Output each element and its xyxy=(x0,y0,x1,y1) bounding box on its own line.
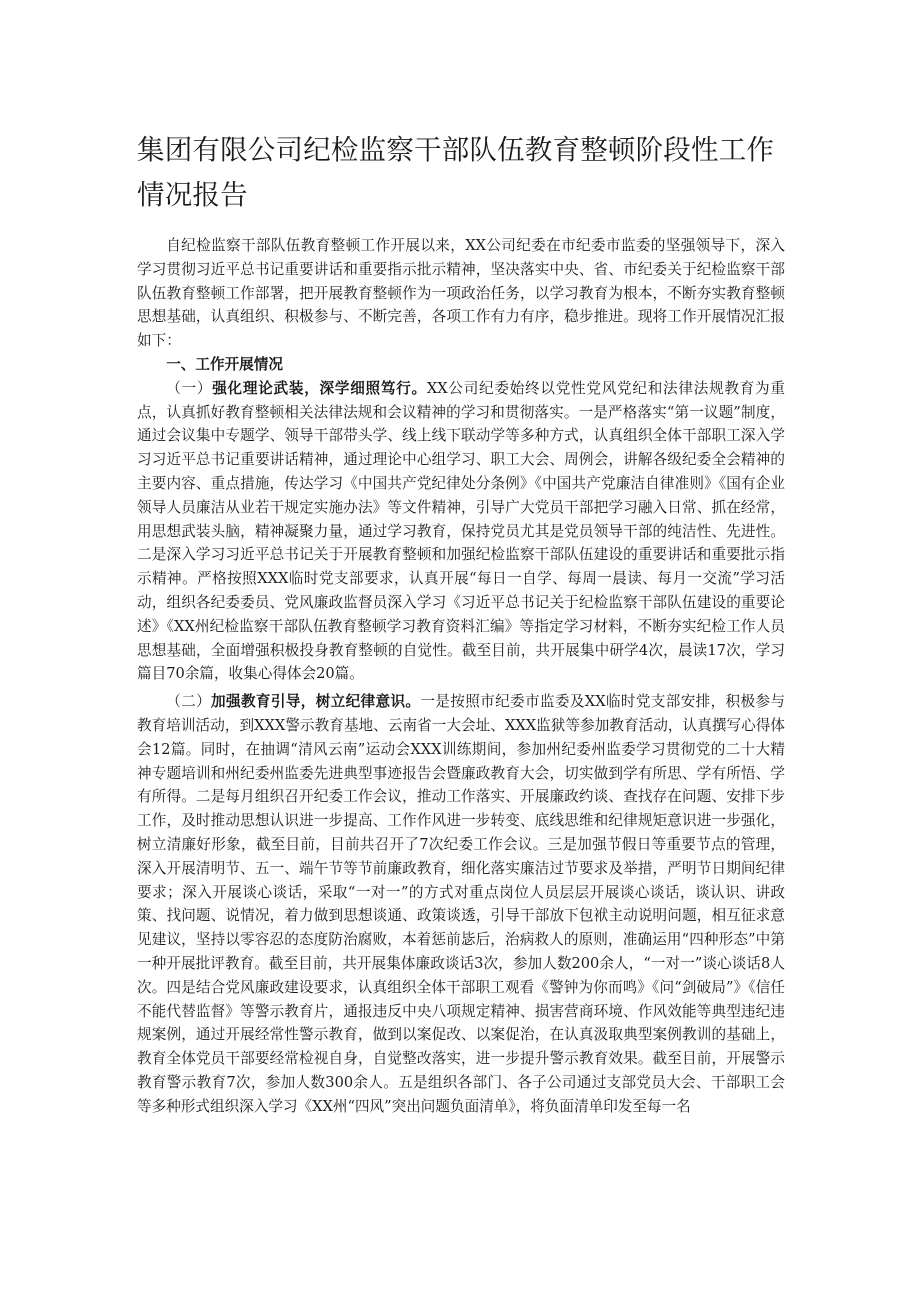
subsection-1-lead: 强化理论武装，深学细照笃行。 xyxy=(212,379,427,397)
document-title: 集团有限公司纪检监察干部队伍教育整顿阶段性工作情况报告 xyxy=(137,134,775,211)
section-heading: 一、工作开展情况 xyxy=(166,355,283,373)
subsection-1-text: XX公司纪委始终以党性党风党纪和法律法规教育为重点，认真抓好教育整顿相关法律法规和会议精神的学习和贯彻落实。一是严格落实“第一议题”制度，通过会议集中专题学、领导干部带头学、线上线下联动学等多种方式，认真组织全体干部职工深入学习习近平总书记重要讲话精神，通过理论中心组学习、职工大会、周例会，讲解各级纪委全会精神的主要内容、重点措施，传达学习《中国共产党纪律处分条例》《中国共产党廉洁自律准则》《国有企业领导人员廉洁从业若干规定实施办法》等文件精神，引导广大党员干部把学习融入日常、抓在经常，用思想武装头脑，精神凝聚力量，通过学习教育，保持党员尤其是党员领导干部的纯洁性、先进性。二是深入学习习近平总书记关于开展教育整顿和加强纪检监察干部队伍建设的重要讲话和重要批示指示精神。严格按照XXX临时党支部要求，认真开展“每日一自学、每周一晨读、每月一交流”学习活动，组织各纪委委员、党风廉政监督员深入学习《习近平总书记关于纪检监察干部队伍建设的重要论述》《XX州纪检监察干部队伍教育整顿学习教育资料汇编》等指定学习材料，不断夯实纪检工作人员思想基础，全面增强积极投身教育整顿的自觉性。截至目前，共开展集中研学4次，晨读17次，学习篇目70余篇，收集心得体会20篇。 xyxy=(137,379,785,683)
subsection-1-number: （一） xyxy=(166,379,213,397)
subsection-2-paragraph xyxy=(137,690,785,1118)
subsection-2-lead: 加强教育引导，树立纪律意识。 xyxy=(211,693,421,711)
intro-paragraph: 自纪检监察干部队伍教育整顿工作开展以来，XX公司纪委在市纪委市监委的坚强领导下，深入学习贯彻习近平总书记重要讲话和重要指示批示精神，坚决落实中央、省、市纪委关于纪检监察干部队伍教育整顿工作部署，把开展教育整顿作为一项政治任务，以学习教育为根本，不断夯实教育整顿思想基础，认真组织、积极参与、不断完善，各项工作有力有序，稳步推进。现将工作开展情况汇报如下： xyxy=(137,237,785,350)
document-body xyxy=(137,234,785,1118)
subsection-1-paragraph xyxy=(137,377,785,686)
subsection-2-text: 一是按照市纪委市监委及XX临时党支部安排，积极参与教育培训活动，到XXX警示教育基地、云南省一大会址、XXX监狱等参加教育活动，认真撰写心得体会12篇。同时，在抽调“清风云南”运动会XXX训练期间，参加州纪委州监委学习贯彻党的二十大精神专题培训和州纪委州监委先进典型事迹报告会暨廉政教育大会，切实做到学有所思、学有所悟、学有所得。二是每月组织召开纪委工作会议，推动工作落实、开展廉政约谈、查找存在问题、安排下步工作，及时推动思想认识进一步提高、工作作风进一步转变、底线思维和纪律规矩意识进一步强化，树立清廉好形象，截至目前，目前共召开了7次纪委工作会议。三是加强节假日等重要节点的管理，深入开展清明节、五一、端午节等节前廉政教育，细化落实廉洁过节要求及举措，严明节日期间纪律要求；深入开展谈心谈话，采取“一对一”的方式对重点岗位人员层层开展谈心谈话，谈认识、讲政策、找问题、说情况，着力做到思想谈通、政策谈透，引导干部放下包袱主动说明问题，相互征求意见建议，坚持以零容忍的态度防治腐败，本着惩前毖后，治病救人的原则，准确运用“四种形态”中第一种开展批评教育。截至目前，共开展集体廉政谈话3次，参加人数200余人，“一对一”谈心谈话8人次。四是结合党风廉政建设要求，认真组织全体干部职工观看《警钟为你而鸣》《问“剑破局”》《信任不能代替监督》等警示教育片，通报违反中央八项规定精神、损害营商环境、作风效能等典型违纪违规案例，通过开展经常性警示教育，做到以案促改、以案促治，在认真汲取典型案例教训的基础上，教育全体党员干部要经常检视自身，自觉整改落实，进一步提升警示教育效果。截至目前，开展警示教育警示教育7次，参加人数300余人。五是组织各部门、各子公司通过支部党员大会、干部职工会等多种形式组织深入学习《XX州“四风”突出问题负面清单》，将负面清单印发至每一名 xyxy=(137,693,785,1115)
subsection-2-number: （二） xyxy=(166,693,212,711)
